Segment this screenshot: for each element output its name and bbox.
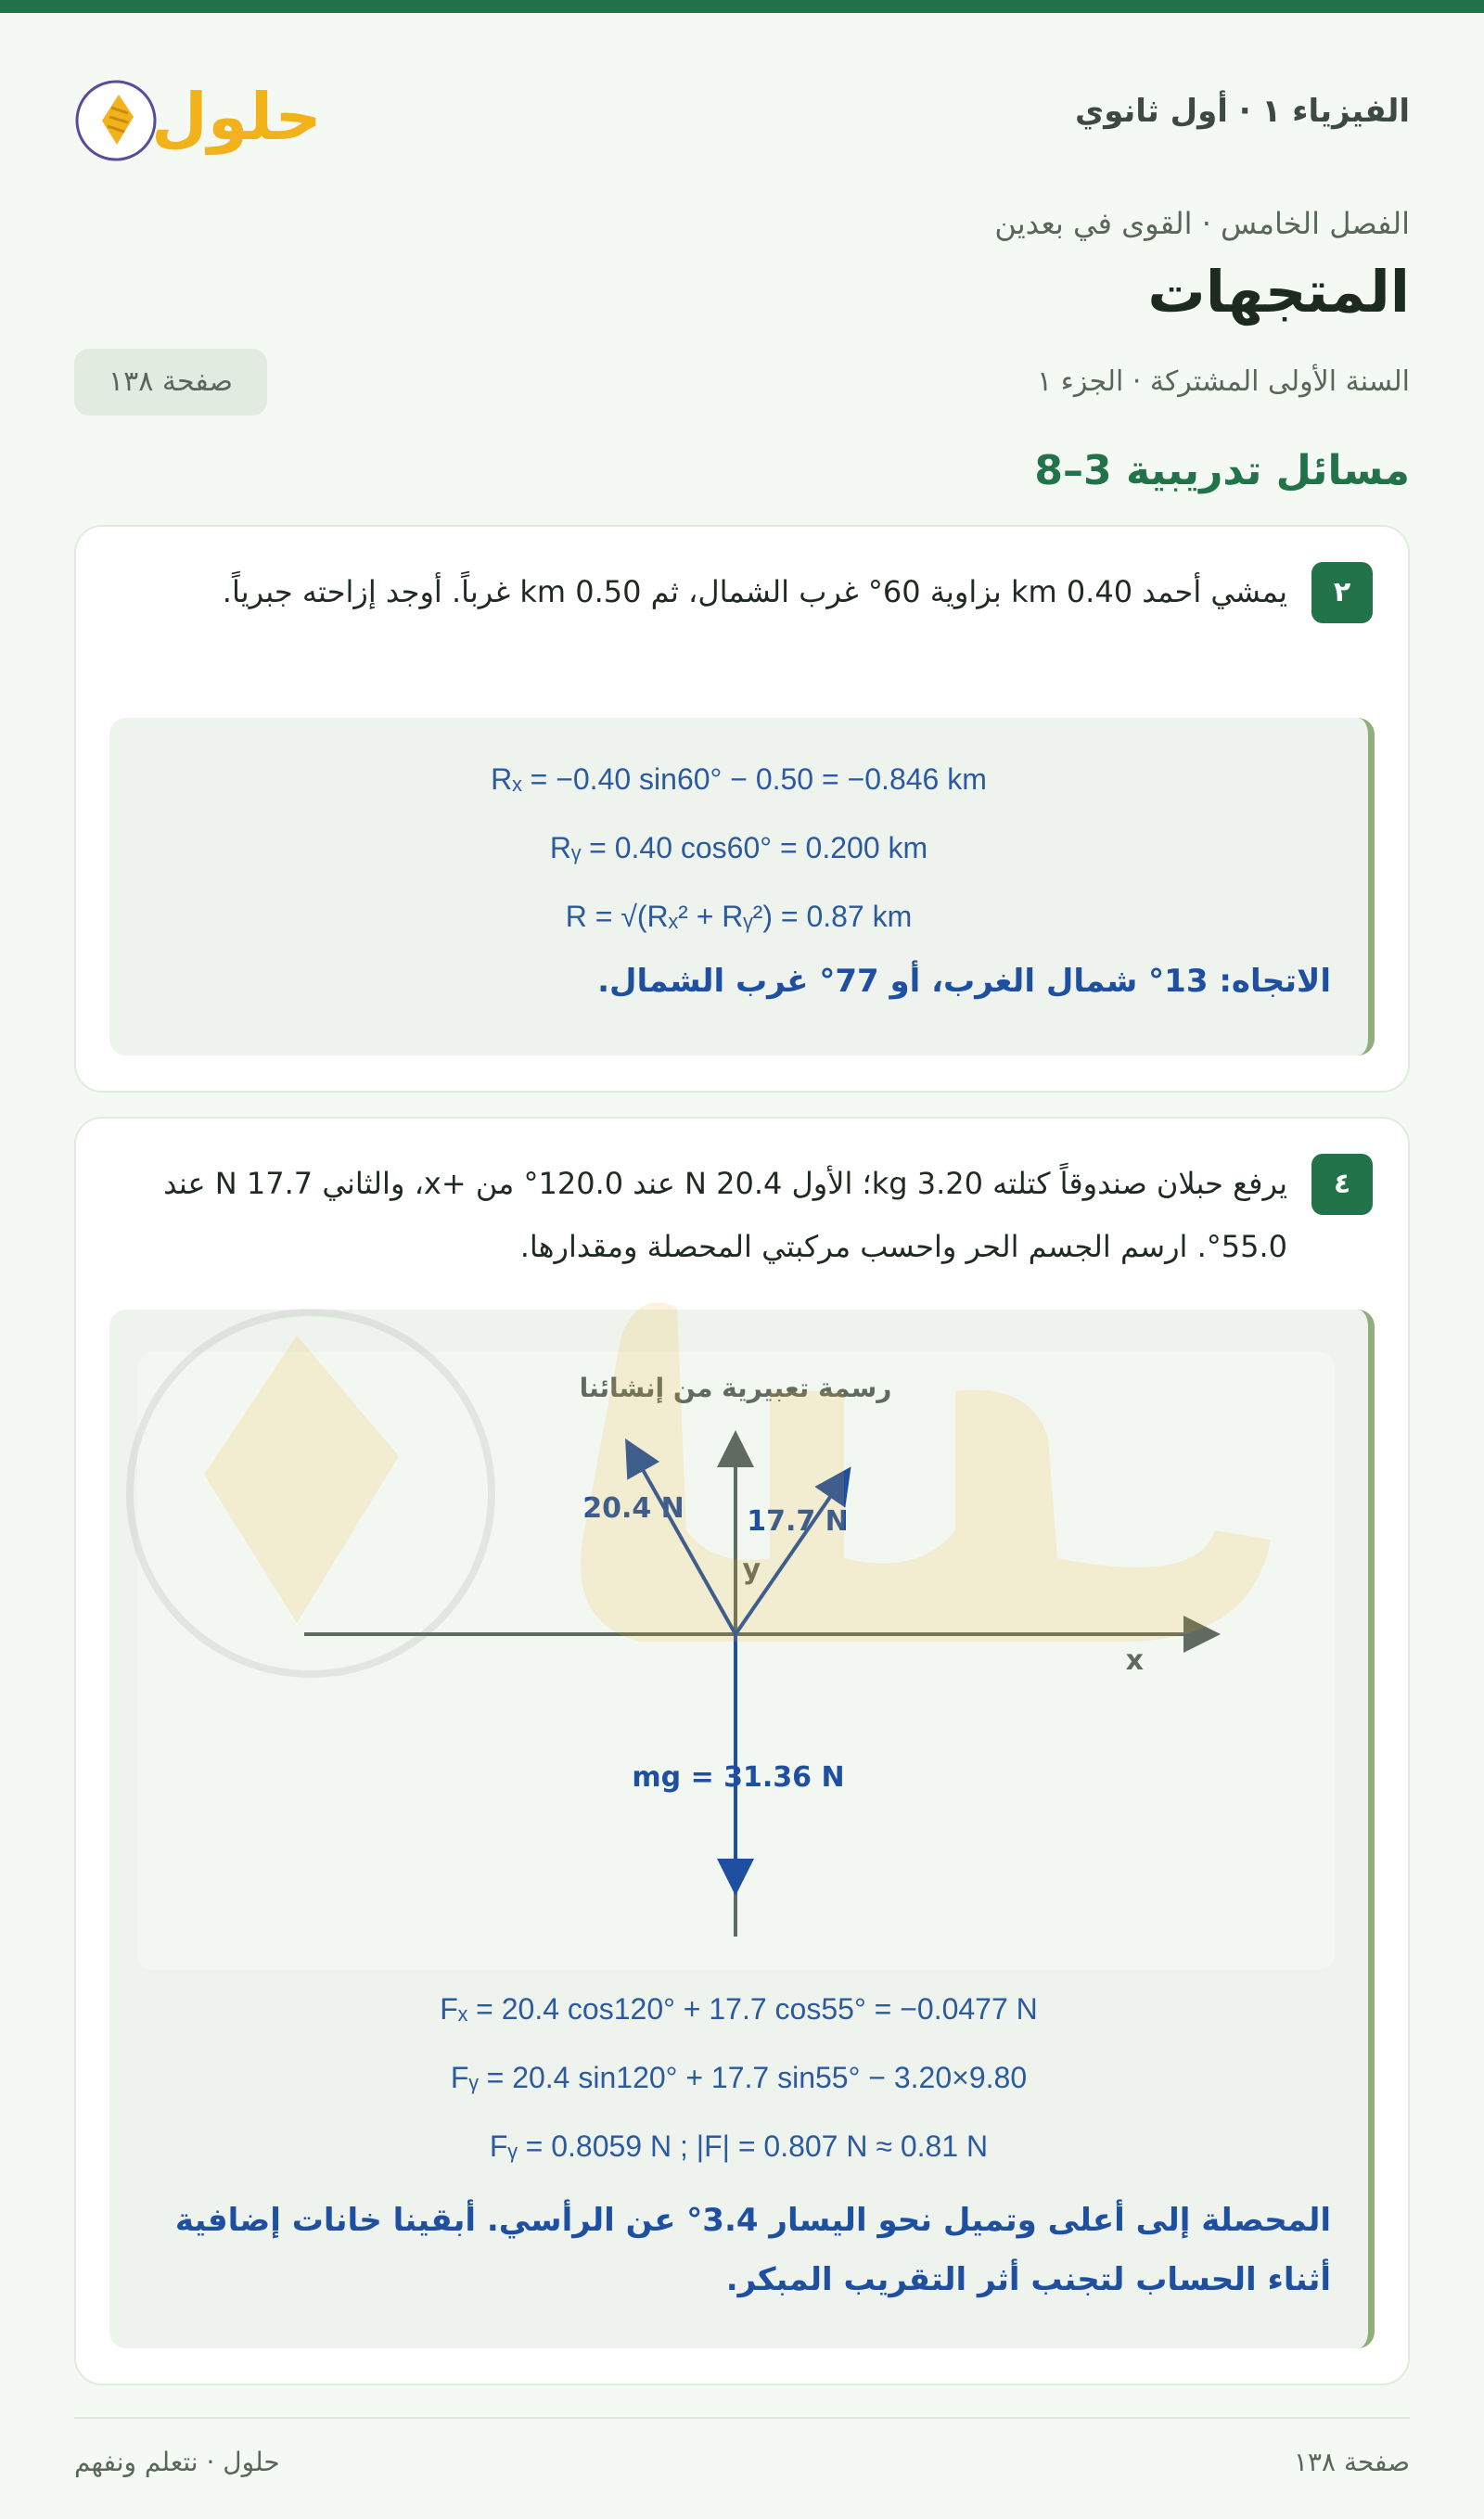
solution-note: المحصلة إلى أعلى وتميل نحو اليسار 3.4° عن الرأسي. أبقينا خانات إضافية أثناء الحساب لتجنب أثر التقريب المبكر. [174, 2202, 1331, 2298]
problem-card [74, 525, 1410, 1093]
site-logo[interactable] [74, 65, 334, 167]
top-accent-bar [0, 0, 1484, 13]
footer-divider [74, 2417, 1410, 2419]
logo-icon [74, 65, 334, 167]
logo-text: حلول [151, 79, 322, 155]
chapter-label: الفصل الخامس · القوى في بعدين [994, 206, 1410, 241]
header [74, 65, 1410, 167]
footer-page-number: صفحة ١٣٨ [1293, 2447, 1410, 2477]
equation-r: R = √(Rₓ² + Rᵧ²) = 0.87 km [565, 900, 913, 933]
section-title: مسائل تدريبية 3–8 [1034, 447, 1410, 494]
problem-question: يمشي أحمد 0.40 km بزاوية 60° غرب الشمال، ثم 0.50 km غرباً. أوجد إزاحته جبرياً. [222, 574, 1287, 609]
diagram-caption: رسمة تعبيرية من إنشائنا [579, 1373, 892, 1403]
x-axis-label: x [1125, 1644, 1144, 1677]
page-meta: السنة الأولى المشتركة · الجزء ١ [1037, 365, 1410, 398]
force-vector-1 [629, 1445, 736, 1634]
solution-note: الاتجاه: 13° شمال الغرب، أو 77° غرب الشمال. [597, 963, 1331, 1000]
solution-box [109, 718, 1375, 1055]
problem-card [74, 1117, 1410, 2385]
free-body-diagram-svg [137, 1352, 1335, 1970]
force-label-1: 20.4 N [582, 1492, 684, 1525]
free-body-diagram [137, 1352, 1335, 1970]
subject-title: الفيزياء ١ · أول ثانوي [1075, 93, 1410, 130]
page-badge: صفحة ١٣٨ [74, 349, 267, 416]
equation-fy: Fᵧ = 20.4 sin120° + 17.7 sin55° − 3.20×9.80 [450, 2061, 1028, 2094]
solution-box [109, 1310, 1375, 2348]
equation-rx: Rₓ = −0.40 sin60° − 0.50 = −0.846 km [491, 762, 987, 796]
equation-f: Fᵧ = 0.8059 N ; |F| = 0.807 N ≈ 0.81 N [489, 2129, 989, 2163]
footer-brand: حلول · نتعلم ونفهم [74, 2447, 280, 2477]
page-title: المتجهات [1147, 258, 1410, 326]
problem-question: يرفع حبلان صندوقاً كتلته 3.20 kg؛ الأول 20.4 N عند 120.0° من +x، والثاني 17.7 N عند 55.0°. ارسم الجسم الحر واحسب مركبتي المحصلة ومقدارها. [163, 1166, 1287, 1264]
equation-fx: Fₓ = 20.4 cos120° + 17.7 cos55° = −0.0477 N [440, 1992, 1038, 2026]
equation-ry: Rᵧ = 0.40 cos60° = 0.200 km [549, 831, 928, 864]
force-label-2: 17.7 N [747, 1505, 849, 1538]
problem-number-badge: ٤ [1311, 1154, 1373, 1215]
problem-number-badge: ٢ [1311, 562, 1373, 623]
y-axis-label: y [742, 1554, 761, 1586]
weight-label: mg = 31.36 N [632, 1761, 845, 1794]
